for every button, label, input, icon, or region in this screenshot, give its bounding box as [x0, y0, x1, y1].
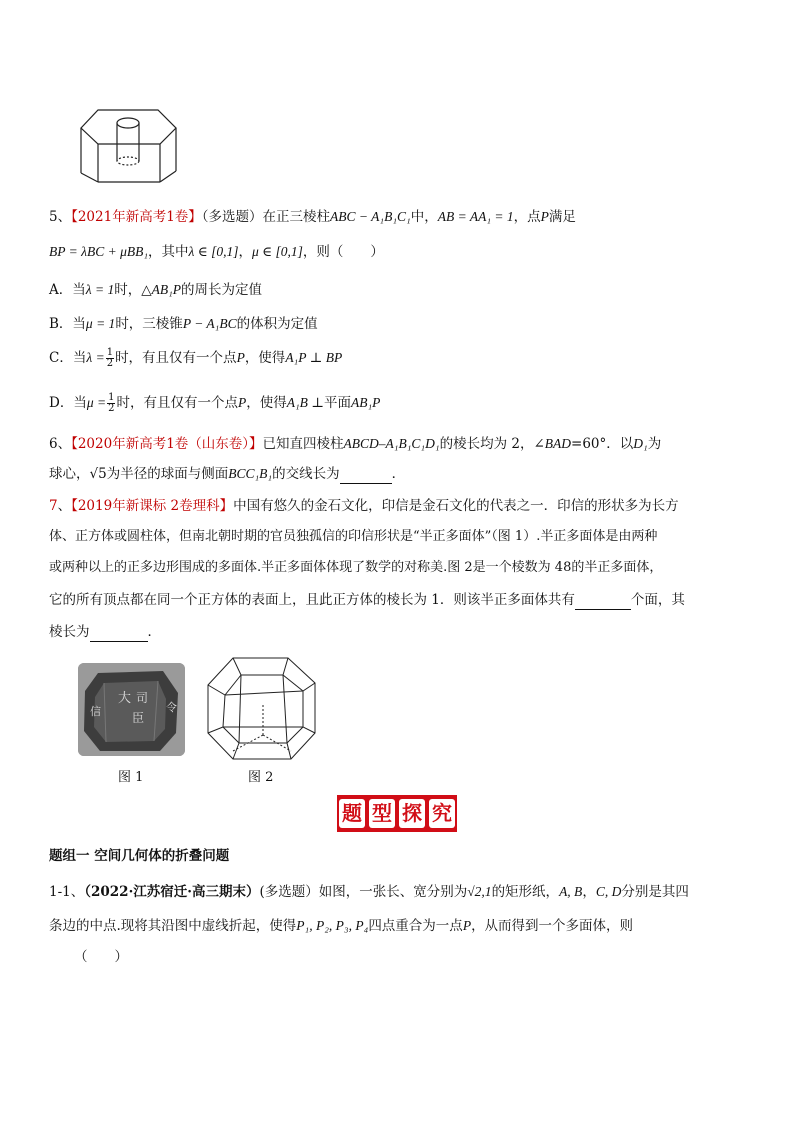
q7-line2: 体、正方体或圆柱体，但南北朝时期的官员独孤信的印信形状是“半正多面体”（图 1）.半正多面体是由两种 — [49, 529, 658, 544]
fig2-caption: 图 2 — [248, 770, 274, 785]
q7-source: 【2019年新课标 2卷理科】 — [71, 498, 234, 514]
q6-number: 6 — [49, 436, 58, 452]
q5-source: 【2021年新高考1卷】 — [71, 209, 202, 225]
q7-line1: 7、【2019年新课标 2卷理科】中国有悠久的金石文化，印信是金石文化的代表之一．印信的形状多为长方 — [49, 498, 679, 514]
seal-char: 信 — [90, 705, 101, 718]
banner-char: 探 — [399, 799, 425, 828]
seal-char: 司 — [136, 691, 149, 705]
q11-line1: 1-1、（2022·江苏宿迁·高三期末）(多选题）如图，一张长、宽分别为√2,1的矩形纸，A, B，C, D分别是其四 — [49, 884, 689, 900]
q5-option-b: B．当μ = 1时，三棱锥P − A₁BC的体积为定值 — [49, 316, 318, 332]
q6-line1: 6、【2020年新高考1卷（山东卷）】已知直四棱柱ABCD–A₁B₁C₁D₁的棱长均为 2，∠BAD=60°．以D₁为 — [49, 436, 662, 452]
section-banner — [337, 795, 457, 832]
q6-answer-blank — [340, 469, 392, 484]
banner-char: 究 — [429, 799, 455, 828]
q5-option-d: D．当μ = $\frac{1}{2}$ 时，有且仅有一个点P，使得A₁B ⊥平面AB₁P — [49, 392, 381, 414]
q11-source: （2022·江苏宿迁·高三期末） — [84, 884, 260, 900]
q5-number: 5 — [49, 209, 58, 225]
q11-line3: （ ） — [74, 949, 128, 965]
fraction-half: $\frac{1}{2}$ — [106, 347, 114, 369]
q11-number: 1-1、 — [49, 884, 85, 900]
fraction-half: $\frac{1}{2}$ — [108, 392, 115, 414]
seal-char: 令 — [166, 701, 177, 714]
seal-char: 臣 — [132, 711, 145, 725]
polyhedron-figure — [203, 655, 321, 763]
seal-photo — [78, 663, 185, 756]
q7-line4: 它的所有顶点都在同一个正方体的表面上，且此正方体的棱长为 1．则该半正多面体共有 个面，其 — [49, 592, 685, 608]
vector-equation: BP = λBC + μBB₁ — [49, 244, 149, 259]
q7-number: 7 — [49, 498, 58, 514]
seal-char: 大 — [118, 691, 132, 706]
banner-char: 型 — [369, 799, 395, 828]
q11-line2: 条边的中点.现将其沿图中虚线折起，使得P₁, P₂, P₃, P₄四点重合为一点P，从而得到一个多面体，则 — [49, 918, 634, 934]
q7-line3: 或两种以上的正多边形围成的多面体.半正多面体体现了数学的对称美.图 2是一个棱数为 48的半正多面体， — [49, 560, 663, 575]
q5-option-c: C．当λ = $\frac{1}{2}$ 时，有且仅有一个点P，使得A₁P ⊥ BP — [49, 347, 343, 369]
q6-source: 【2020年新高考1卷（山东卷）】 — [71, 436, 263, 452]
q7-faces-blank — [575, 595, 631, 610]
q5-option-a: A．当λ = 1时，△AB₁P的周长为定值 — [49, 282, 263, 298]
hexagonal-prism-figure — [78, 106, 180, 186]
q5-line1: 5、【2021年新高考1卷】（多选题）在正三棱柱ABC − A₁B₁C₁中，AB = AA₁ = 1，点P满足 — [49, 209, 576, 225]
group1-title: 题组一 空间几何体的折叠问题 — [49, 848, 230, 864]
q7-edge-blank — [90, 627, 148, 642]
q7-line5: 棱长为 ． — [49, 624, 161, 640]
q5-line2: BP = λBC + μBB₁，其中λ ∈ [0,1]，μ ∈ [0,1]，则（ ） — [49, 244, 384, 260]
banner-char: 题 — [339, 799, 365, 828]
q6-line2: 球心，√5为半径的球面与侧面BCC₁B₁的交线长为 ． — [49, 466, 406, 482]
fig1-caption: 图 1 — [118, 770, 144, 785]
